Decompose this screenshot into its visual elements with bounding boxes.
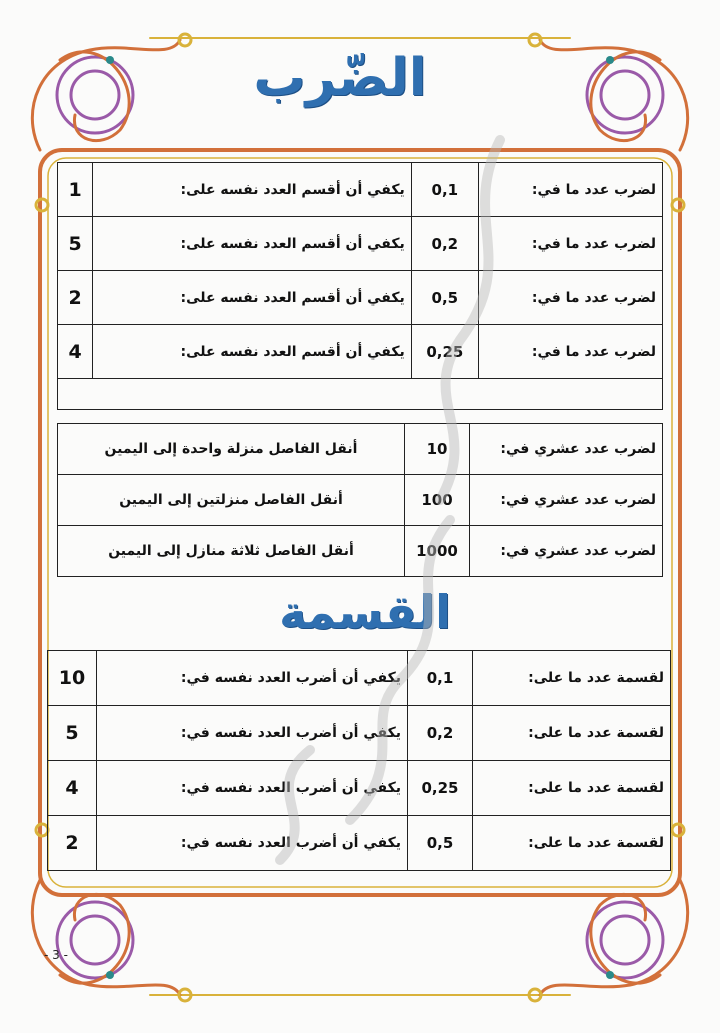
row-rule: أنقل الفاصل منزلة واحدة إلى اليمين — [58, 424, 405, 475]
multiplication-table — [57, 162, 663, 410]
row-label: لضرب عدد ما في: — [478, 271, 662, 325]
row-result: 4 — [48, 761, 97, 816]
row-rule: يكفي أن أضرب العدد نفسه في: — [97, 816, 408, 871]
row-rule: يكفي أن أقسم العدد نفسه على: — [93, 217, 412, 271]
row-rule: يكفي أن أقسم العدد نفسه على: — [93, 325, 412, 379]
row-value: 1000 — [405, 526, 470, 577]
row-result: 5 — [48, 706, 97, 761]
spacer-cell — [58, 379, 663, 410]
row-result: 1 — [58, 163, 93, 217]
table-row — [58, 163, 663, 217]
row-rule: أنقل الفاصل منزلتين إلى اليمين — [58, 475, 405, 526]
row-result: 2 — [48, 816, 97, 871]
page-number: - 3 - — [44, 948, 68, 962]
row-rule: يكفي أن أضرب العدد نفسه في: — [97, 761, 408, 816]
row-value: 10 — [405, 424, 470, 475]
row-label: لقسمة عدد ما على: — [473, 816, 671, 871]
table-row — [58, 217, 663, 271]
row-result: 5 — [58, 217, 93, 271]
row-value: 0,1 — [408, 651, 473, 706]
row-value: 0,2 — [411, 217, 478, 271]
table-row — [48, 706, 671, 761]
row-value: 0,5 — [411, 271, 478, 325]
row-rule: يكفي أن أضرب العدد نفسه في: — [97, 706, 408, 761]
table-row — [58, 325, 663, 379]
row-value: 0,5 — [408, 816, 473, 871]
row-value: 0,2 — [408, 706, 473, 761]
row-label: لضرب عدد ما في: — [478, 325, 662, 379]
row-label: لضرب عدد عشري في: — [470, 475, 663, 526]
decimal-multiplication-table — [57, 423, 663, 577]
row-label: لضرب عدد ما في: — [478, 163, 662, 217]
row-value: 0,1 — [411, 163, 478, 217]
row-label: لضرب عدد عشري في: — [470, 424, 663, 475]
row-label: لقسمة عدد ما على: — [473, 761, 671, 816]
row-result: 10 — [48, 651, 97, 706]
table-row — [58, 271, 663, 325]
row-label: لقسمة عدد ما على: — [473, 706, 671, 761]
row-rule: يكفي أن أقسم العدد نفسه على: — [93, 163, 412, 217]
row-label: لضرب عدد ما في: — [478, 217, 662, 271]
row-rule: أنقل الفاصل ثلاثة منازل إلى اليمين — [58, 526, 405, 577]
row-value: 0,25 — [411, 325, 478, 379]
row-value: 100 — [405, 475, 470, 526]
division-table — [47, 650, 671, 871]
table-row — [48, 761, 671, 816]
division-title: القسمة — [279, 585, 451, 639]
row-rule: يكفي أن أقسم العدد نفسه على: — [93, 271, 412, 325]
table-row — [58, 526, 663, 577]
row-label: لقسمة عدد ما على: — [473, 651, 671, 706]
row-label: لضرب عدد عشري في: — [470, 526, 663, 577]
row-rule: يكفي أن أضرب العدد نفسه في: — [97, 651, 408, 706]
multiplication-title: الضّرب — [253, 48, 427, 108]
table-row — [58, 424, 663, 475]
table-row — [58, 475, 663, 526]
table-row — [48, 651, 671, 706]
row-result: 4 — [58, 325, 93, 379]
row-result: 2 — [58, 271, 93, 325]
spacer-row — [58, 379, 663, 410]
row-value: 0,25 — [408, 761, 473, 816]
table-row — [48, 816, 671, 871]
